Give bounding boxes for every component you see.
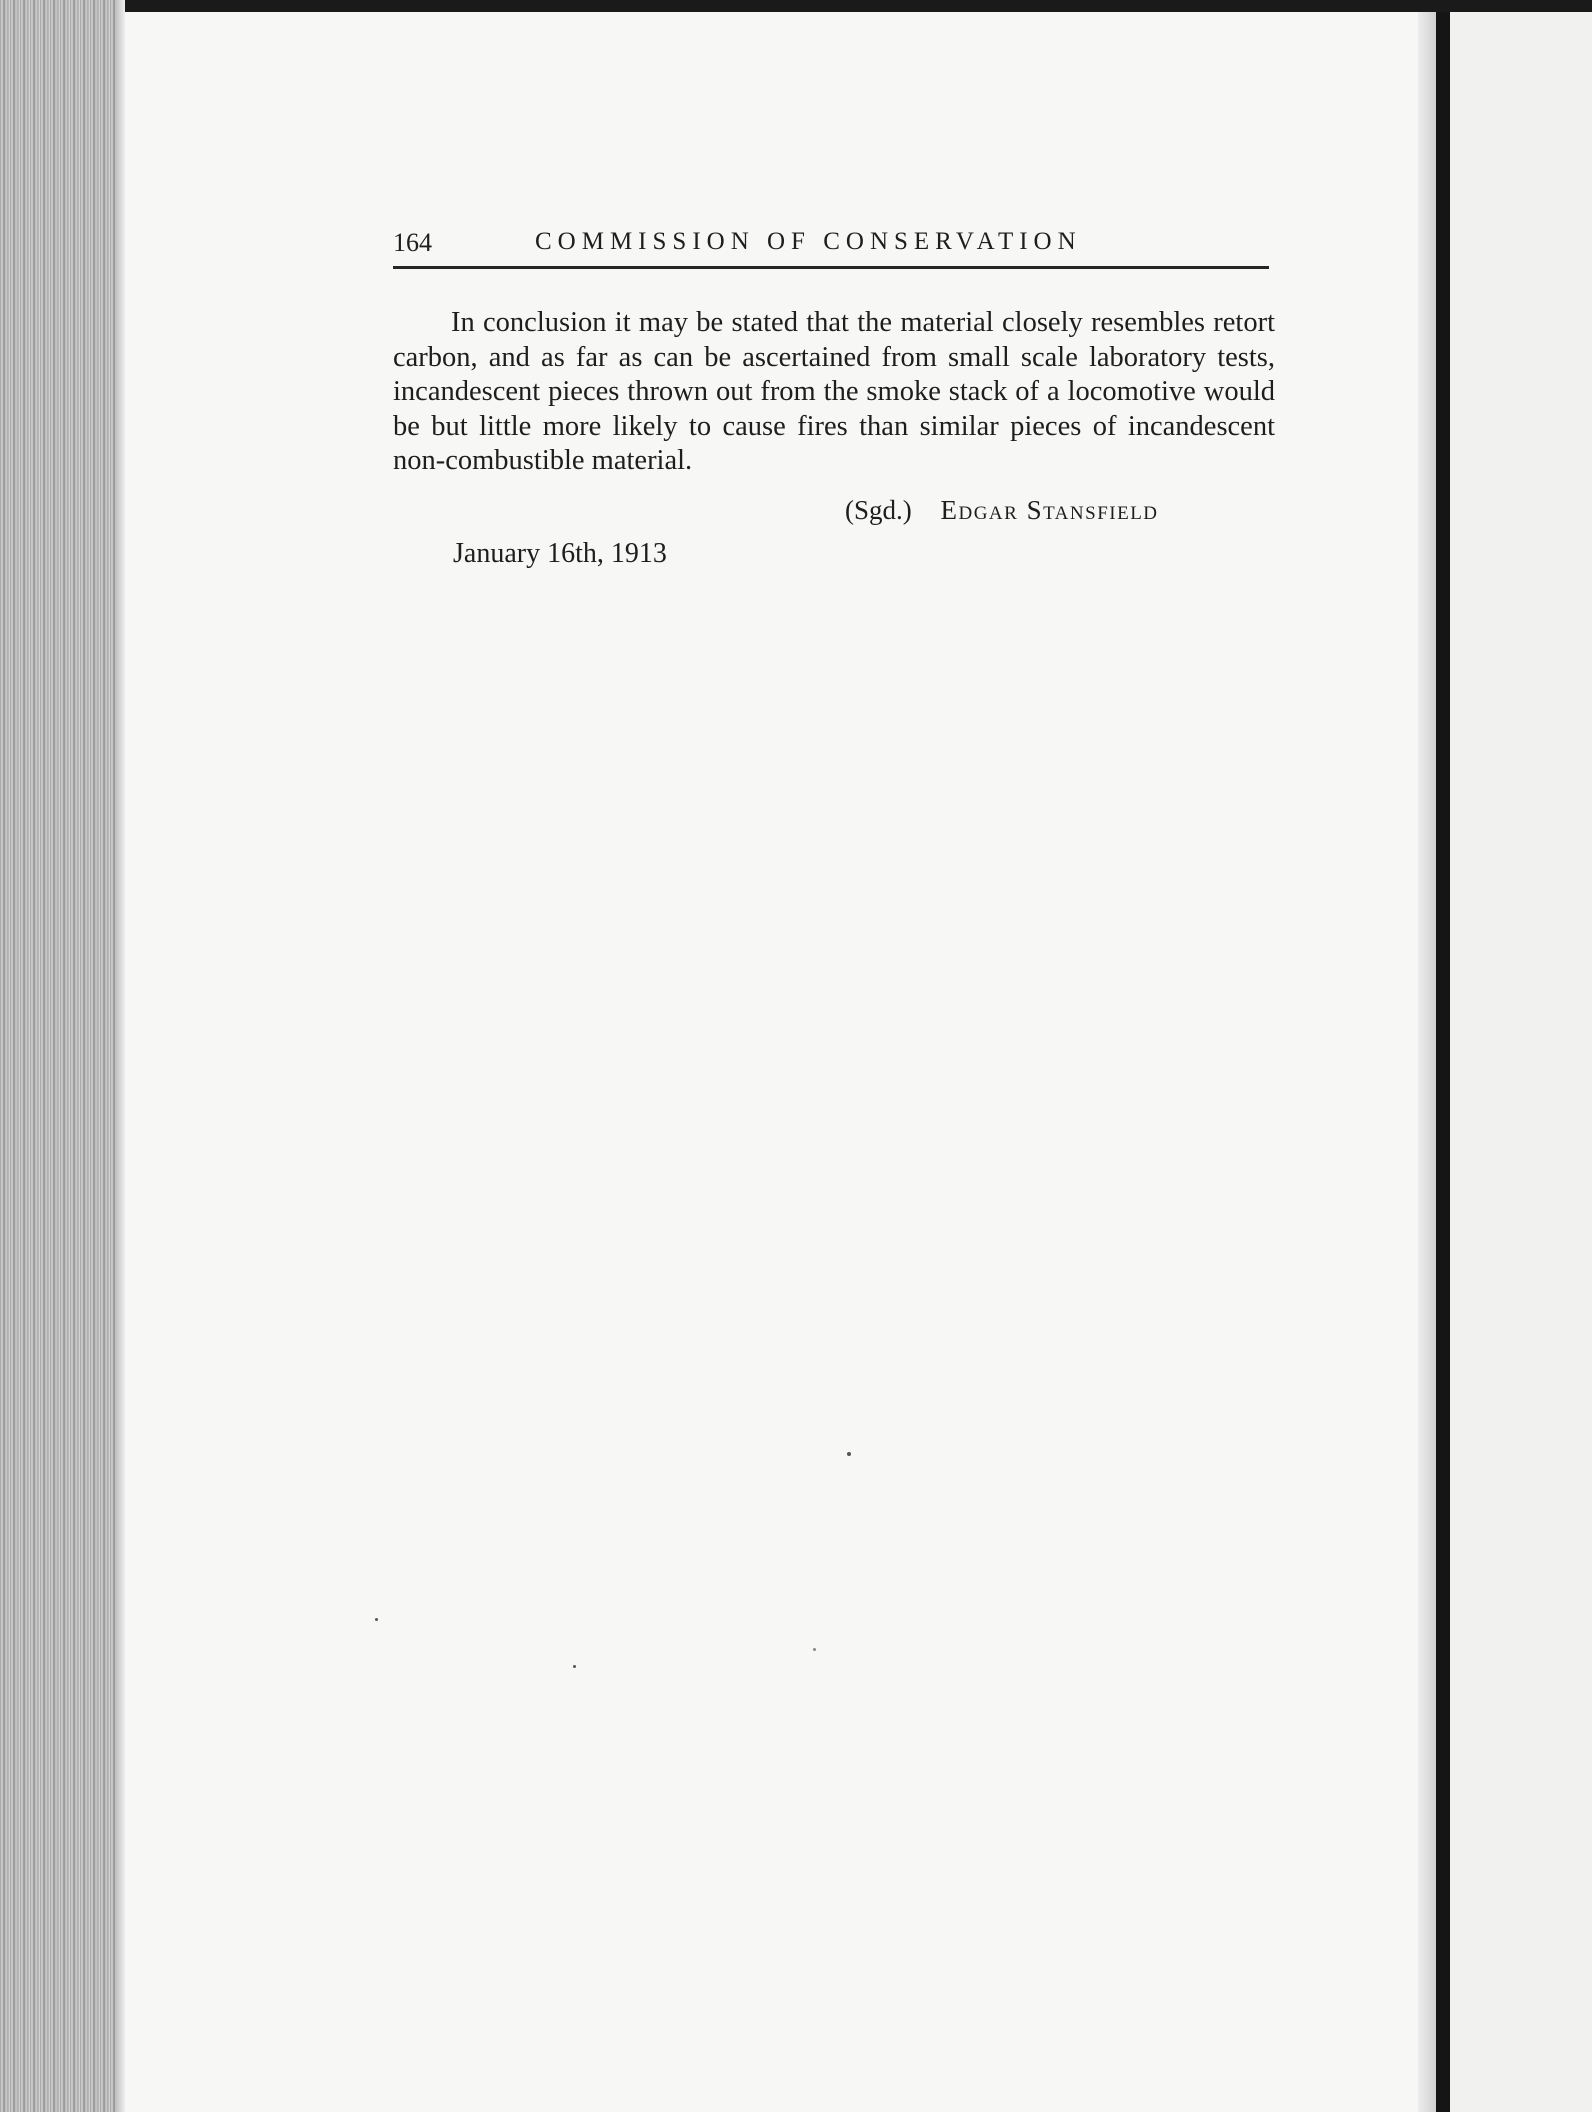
signature-prefix: (Sgd.) bbox=[845, 495, 912, 525]
scan-top-border bbox=[0, 0, 1592, 12]
book-page-edges bbox=[0, 0, 125, 2112]
page-number: 164 bbox=[393, 228, 432, 257]
book-spine-bar bbox=[1436, 12, 1450, 2112]
scan-speck bbox=[813, 1648, 816, 1651]
header-rule bbox=[393, 266, 1269, 269]
running-head: COMMISSION OF CONSERVATION bbox=[535, 228, 1082, 255]
scan-speck bbox=[375, 1618, 378, 1621]
body-paragraph: In conclusion it may be stated that the material closely resembles retort carbon, and as far as can be ascertained from small scale laboratory tests, incandescent pieces thrown out from the smoke stack of a locomotive would be but little more likely to cause fires than similar pieces of incandescent non-combustible material. bbox=[393, 307, 1275, 476]
signature-name: Edgar Stansfield bbox=[940, 495, 1159, 525]
facing-page-edge bbox=[1450, 12, 1592, 2112]
scan-speck bbox=[847, 1452, 851, 1456]
page-gutter-shadow bbox=[1418, 12, 1436, 2112]
signature-line bbox=[845, 495, 1159, 526]
scan-speck bbox=[573, 1665, 576, 1668]
document-date: January 16th, 1913 bbox=[453, 538, 667, 569]
